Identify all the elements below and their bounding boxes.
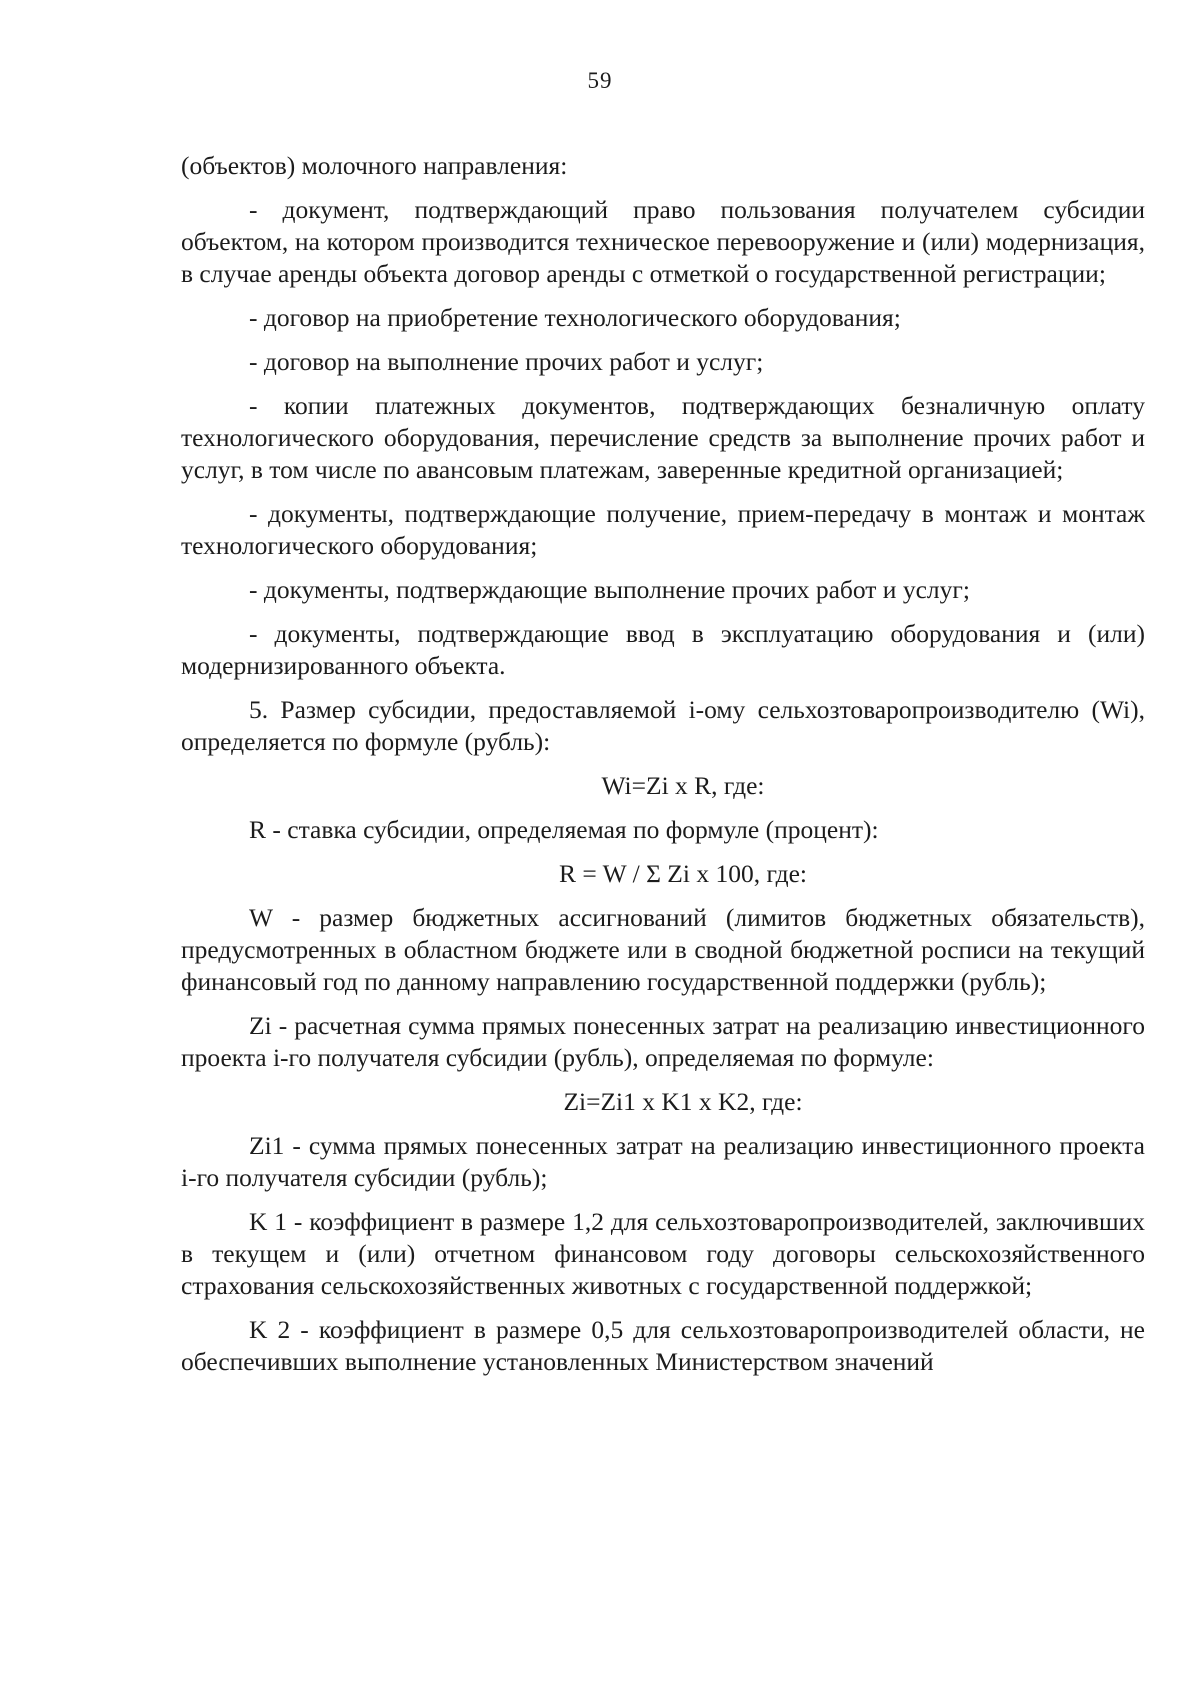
document-body — [181, 150, 1145, 1390]
paragraph: - копии платежных документов, подтверждающих безналичную оплату технологического оборудования, перечисление средств за выполнение прочих работ и услуг, в том числе по авансовым платежам, заверенные кредитной организацией; — [181, 391, 1145, 484]
paragraph: R - ставка субсидии, определяемая по формуле (процент): — [249, 815, 879, 844]
paragraph: 5. Размер субсидии, предоставляемой i-ому сельхозтоваропроизводителю (Wi), определяется по формуле (рубль): — [181, 695, 1145, 756]
paragraph: - документы, подтверждающие выполнение прочих работ и услуг; — [249, 575, 970, 604]
paragraph: K 1 - коэффициент в размере 1,2 для сельхозтоваропроизводителей, заключивших в текущем и (или) отчетном финансовом году договоры сельскохозяйственного страхования сельскохозяйственных животных с государственной поддержкой; — [181, 1207, 1145, 1300]
paragraph: - документы, подтверждающие ввод в эксплуатацию оборудования и (или) модернизированного объекта. — [181, 619, 1145, 680]
paragraph: Zi - расчетная сумма прямых понесенных затрат на реализацию инвестиционного проекта i-го получателя субсидии (рубль), определяемая по формуле: — [181, 1011, 1145, 1072]
paragraph: K 2 - коэффициент в размере 0,5 для сельхозтоваропроизводителей области, не обеспечивших выполнение установленных Министерством значений — [181, 1315, 1145, 1376]
paragraph: - документы, подтверждающие получение, прием-передачу в монтаж и монтаж технологического оборудования; — [181, 499, 1145, 560]
paragraph: (объектов) молочного направления: — [181, 151, 568, 180]
paragraph: - документ, подтверждающий право пользования получателем субсидии объектом, на котором производится техническое перевооружение и (или) модернизация, в случае аренды объекта договор аренды с отметкой о государственной регистрации; — [181, 195, 1145, 288]
paragraph: Zi1 - сумма прямых понесенных затрат на реализацию инвестиционного проекта i-го получателя субсидии (рубль); — [181, 1131, 1145, 1192]
page-number: 59 — [587, 68, 613, 93]
paragraph: - договор на выполнение прочих работ и услуг; — [249, 347, 764, 376]
paragraph: W - размер бюджетных ассигнований (лимитов бюджетных обязательств), предусмотренных в областном бюджете или в сводной бюджетной росписи на текущий финансовый год по данному направлению государственной поддержки (рубль); — [181, 903, 1145, 996]
formula: Wi=Zi x R, где: — [601, 771, 765, 800]
formula: R = W / Σ Zi x 100, где: — [558, 859, 808, 888]
formula: Zi=Zi1 x K1 x K2, где: — [563, 1087, 803, 1116]
paragraph: - договор на приобретение технологического оборудования; — [249, 303, 901, 332]
